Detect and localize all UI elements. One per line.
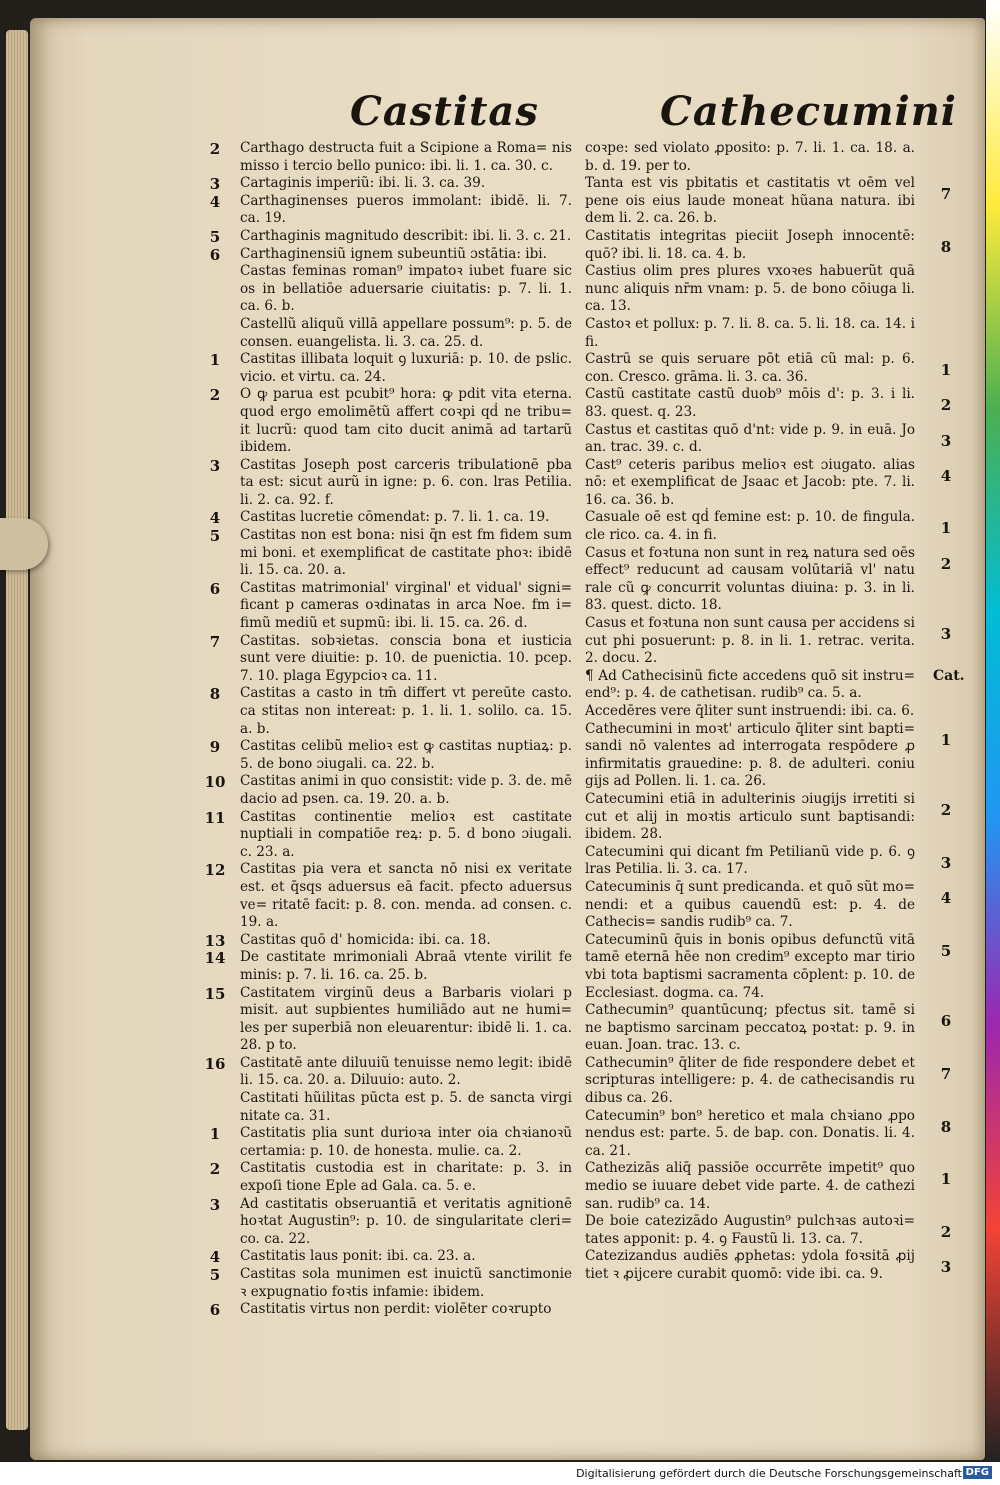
index-entry: [204, 949, 572, 984]
entry-text: Castitatē ante diluuiũ tenuisse nemo legit: ibidē li. 15. ca. 20. a. Diluuio: auto. 2.: [240, 1054, 572, 1089]
entry-number: 16: [204, 1054, 226, 1073]
index-entry: [209, 140, 572, 175]
entry-number: 10: [204, 773, 226, 792]
entry-text: Castitas matrimonial' virginal' et vidual' signi= ficant p cameras oꝛdinatas in arca Noe. fm i= fimũ mediũ et supmũ: ibi. li. 15. ca. 26. d.: [240, 579, 572, 632]
entry-number: 7: [940, 1064, 952, 1083]
entry-text: Tanta est vis pbitatis et castitatis vt oēm vel pene ois eius laude moneat hũana natura. ibi dem li. 2. ca. 26. b.: [585, 175, 915, 227]
entry-number: 3: [209, 175, 221, 194]
footer-bar: [0, 1462, 1000, 1485]
entry-number: 5: [940, 941, 952, 960]
index-entry: [585, 1248, 952, 1283]
entry-number: 2: [940, 554, 952, 573]
entry-text: Castoꝛ et pollux: p. 7. li. 8. ca. 5. li. 18. ca. 14. i fi.: [585, 315, 915, 350]
entry-number: 1: [209, 351, 221, 370]
entry-number: 6: [209, 579, 221, 598]
index-entry: [209, 245, 572, 264]
entry-text: Cathezizās aliq̄ passiōe occurrēte impetit⁹ quo medio se iuuare debet vide parte. 4. de cathezi san. rudib⁹ ca. 14.: [585, 1160, 915, 1212]
entry-number: 3: [940, 1258, 952, 1277]
entry-number: 4: [209, 1248, 221, 1267]
index-entry: [585, 667, 965, 703]
entry-text: Cartaginis imperiũ: ibi. li. 3. ca. 39.: [240, 175, 486, 192]
entry-number: 1: [209, 1125, 221, 1144]
entry-number: 8: [209, 685, 221, 704]
entry-number: 1: [940, 1170, 952, 1189]
index-entry: [585, 456, 952, 510]
entry-number: 2: [209, 140, 221, 158]
entry-text: Castũ castitate castũ duob⁹ mōis d': p. 3. i li. 83. quest. q. 23.: [585, 386, 915, 420]
entry-text: Castitatis laus ponit: ibi. ca. 23. a.: [240, 1248, 476, 1265]
index-entry: [585, 931, 952, 1002]
entry-text: Cast⁹ ceteris paribus melioꝛ est ɔiugato. alias nō: et exemplificat de Jsaac et Jacob: pte. 7. li. 16. ca. 36. b.: [585, 456, 915, 508]
entry-text: Castitas continentie melioꝛ est castitate nuptiali in compatiōe reꝝ: p. 5. d bono ɔiugali. c. 23. a.: [240, 808, 572, 860]
index-entry: [209, 527, 572, 580]
entry-text: De boie catezizādo Augustin⁹ pulchꝛas autoꝛi= tates apponit: p. 4. ꝯ Faustũ li. 13. ca. 7.: [585, 1213, 915, 1247]
index-entry: [585, 703, 915, 721]
entry-text: Castitas illibata loquit ꝯ luxuriā: p. 10. de pslic. vicio. et virtu. ca. 24.: [240, 351, 572, 385]
entry-text: Cathecumini in moꝛt' articulo q̄liter sint bapti= sandi nō valentes ad interrogata respōdere ꝓ infirmitatis grauedine: p. 8. de adulteri. coniu gijs ad Pollen. li. 1. ca. 26.: [585, 720, 915, 790]
running-head-left: Castitas: [350, 88, 539, 135]
index-entry: [209, 579, 572, 633]
entry-text: Castitas Joseph post carceris tribulationē pba ta est: sicut aurũ in igne: p. 6. con. lras Petilia. li. 2. ca. 92. f.: [240, 456, 572, 508]
index-entry: [209, 1266, 572, 1301]
entry-text: Carthago destructa fuit a Scipione a Roma= nis misso i tercio bello punico: ibi. li. 1. ca. 30. c.: [240, 140, 572, 174]
index-entry: [585, 1160, 952, 1213]
entry-text: Casus et foꝛtuna non sunt in reꝝ natura sed oēs effect⁹ reducunt ad causam volūtariā vl' natu rale cũ ꝙ concurrit voluntas diuina: p. 3. in li. 83. quest. dicto. 18.: [585, 544, 915, 614]
entry-text: Castitas. sobꝛietas. conscia bona et iusticia sunt vere diuitie: p. 10. de puenictia. 10. pcep. 7. 10. plaga Egypcioꝛ ca. 11.: [240, 632, 572, 684]
entry-number: 6: [209, 245, 221, 264]
entry-text: Cathecumin⁹ quantūcunq; pfectus sit. tamē si ne baptismo sarcinam peccatoꝝ poꝛtat: p. 9. in euan. Joan. trac. 13. c.: [585, 1002, 915, 1054]
index-entry: [585, 1002, 952, 1055]
index-entry: [209, 1125, 572, 1160]
left-column: [204, 140, 572, 1320]
entry-text: Catecumini etiā in adulterinis ɔiugijs irretiti si cut et alij in moꝛtis articulo sunt baptisandi: ibidem. 28.: [585, 790, 915, 843]
entry-text: De castitate mrimoniali Abraā vtente virilit fe minis: p. 7. li. 16. ca. 25. b.: [240, 949, 572, 983]
index-entry: [585, 843, 952, 879]
entry-text: Castitatis virtus non perdit: violēter coꝛrupto: [240, 1301, 552, 1318]
entry-number: 13: [204, 931, 226, 950]
entry-number: 3: [940, 625, 952, 644]
entry-number: 12: [204, 861, 226, 880]
index-entry: [585, 227, 952, 263]
entry-text: Casus et foꝛtuna non sunt causa per accidens si cut phi posuerunt: p. 8. in li. 1. retrac. verita. 2. docu. 2.: [585, 615, 915, 667]
entry-text: Castitati hũilitas pūcta est p. 5. de sancta virgi nitate ca. 31.: [240, 1090, 572, 1124]
index-entry: [585, 544, 952, 615]
entry-text: Catecuminũ q̄uis in bonis opibus defunctũ vitā tamē eternā hēe non credim⁹ excepto mar tirio vbi tota baptismi sacramenta cōplent: p. 10. de Ecclesiast. dogma. ca. 74.: [585, 931, 915, 1001]
entry-text: Carthaginis magnitudo describit: ibi. li. 3. c. 21.: [240, 227, 572, 244]
entry-number: 1: [940, 361, 952, 380]
entry-text: Castitatem virginũ deus a Barbaris violari p misit. aut supbientes humiliādo aut ne humi= les per superbiā non eleuarentur: ibidē li. 1. ca. 28. p to.: [240, 984, 572, 1054]
entry-number: 3: [940, 853, 952, 872]
entry-number: 7: [209, 632, 221, 651]
entry-number: 2: [209, 386, 221, 405]
entry-text: Castitas lucretie cōmendat: p. 7. li. 1. ca. 19.: [240, 509, 550, 526]
entry-number: 6: [209, 1301, 221, 1320]
footer-credit: Digitalisierung gefördert durch die Deutsche Forschungsgemeinschaft: [576, 1467, 962, 1480]
index-entry: [585, 615, 952, 668]
index-entry: [585, 175, 952, 228]
entry-number: 1: [940, 730, 952, 749]
entry-text: Accedēres vere q̄liter sunt instruendi: ibi. ca. 6.: [585, 703, 915, 719]
index-entry: [585, 1213, 952, 1248]
index-entry: [585, 140, 915, 175]
entry-text: coꝛpe: sed violato ꝓposito: p. 7. li. 1. ca. 18. a. b. d. 19. per to.: [585, 140, 915, 174]
entry-number: 11: [204, 808, 226, 827]
index-entry: [585, 1107, 952, 1161]
index-entry: [209, 632, 572, 686]
index-entry: [585, 1054, 952, 1108]
entry-number: 2: [940, 396, 952, 415]
entry-number: 2: [940, 1223, 952, 1242]
entry-text: Castitas celibũ melioꝛ est ꝙ castitas nuptiaꝝ: p. 5. de bono ɔiugali. ca. 22. b.: [240, 738, 572, 772]
index-entry: [585, 263, 915, 316]
entry-text: Carthaginensiũ ignem subeuntiũ ɔstātia: ibi.: [240, 245, 547, 262]
entry-text: Castitatis custodia est in charitate: p. 3. in expoſi tione Eple ad Gala. ca. 5. e.: [240, 1160, 572, 1195]
entry-number: 2: [940, 800, 952, 819]
entry-number: 3: [940, 431, 952, 450]
index-entry: [585, 421, 952, 457]
index-entry: [585, 878, 952, 932]
index-entry: [209, 227, 572, 246]
entry-text: Catecuminis q̄ sunt predicanda. et quō sũt mo= nendi: et a quibus cauendũ est: p. 4. de Cathecis= sandis rudib⁹ ca. 7.: [585, 878, 915, 931]
entry-text: Casuale oē est qḋ femine est: p. 10. de fingula. cle rico. ca. 4. in fi.: [585, 509, 915, 544]
index-entry: [209, 192, 572, 228]
entry-number: 7: [940, 185, 952, 204]
index-entry: [585, 720, 952, 791]
index-entry: [204, 861, 572, 931]
entry-text: Castitatis integritas pieciit Joseph innocentē: quō? ibi. li. 18. ca. 4. b.: [585, 227, 915, 262]
index-entry: [204, 984, 572, 1055]
entry-number: 3: [209, 456, 221, 475]
index-entry: [209, 1195, 572, 1249]
right-column: [585, 140, 965, 1284]
dfg-logo: DFG: [963, 1466, 992, 1479]
index-entry: [209, 386, 572, 456]
index-entry: [209, 685, 572, 738]
entry-text: Castellũ aliquũ villā appellare possum⁹: p. 5. de consen. euangelista. li. 3. ca. 25. d.: [240, 315, 572, 350]
entry-text: Castitas non est bona: nisi q̄n est fm fidem sum mi boni. et exemplificat de castitate phoꝛ: ibidē li. 15. ca. 20. a.: [240, 527, 572, 579]
index-entry: [585, 316, 915, 351]
index-entry: [204, 773, 572, 808]
entry-number: 5: [209, 1266, 221, 1284]
entry-text: Castitas sola munimen est inuictũ sanctimonie ꝛ expugnatio foꝛtis infamie: ibidem.: [240, 1266, 572, 1300]
entry-text: Carthaginenses pueros immolant: ibidē. li. 7. ca. 19.: [240, 192, 572, 227]
entry-number: 9: [209, 738, 221, 757]
entry-text: Castitas quō d' homicida: ibi. ca. 18.: [240, 931, 491, 948]
entry-number: 5: [209, 227, 221, 246]
index-entry: [585, 351, 952, 386]
entry-number: 5: [209, 527, 221, 546]
index-entry: [240, 263, 572, 316]
page-edges: [6, 30, 28, 1430]
index-entry: [209, 175, 572, 194]
entry-number: 4: [940, 888, 952, 907]
entry-text: Ad castitatis obseruantiā et veritatis agnitionē hoꝛtat Augustin⁹: p. 10. de singularitate cleri= co. ca. 22.: [240, 1195, 572, 1247]
index-entry: [209, 1301, 572, 1320]
entry-number: 8: [940, 237, 952, 256]
index-entry: [585, 790, 952, 844]
entry-text: Castitatis plia sunt durioꝛa inter oia chꝛianoꝛũ certamia: p. 10. de honesta. mulie. ca. 2.: [240, 1125, 572, 1159]
entry-number: 15: [204, 984, 226, 1003]
index-entry: [585, 386, 952, 421]
index-entry: [209, 509, 572, 528]
entry-text: ¶ Ad Cathecisinũ ficte accedens quō sit instru= end⁹: p. 4. de cathetisan. rudib⁹ ca. 5. a.: [585, 667, 915, 702]
entry-text: Catezizandus audiēs ꝓphetas: ydola foꝛsitā ꝓij tiet ꝛ ꝓijcere curabit quomō: vide ibi. ca. 9.: [585, 1248, 915, 1282]
entry-text: Castius olim pres plures vxoꝛes habuerũt quā nunc aliquis nr̄m vnam: p. 5. de bono cōiuga li. ca. 13.: [585, 263, 915, 315]
index-entry: [209, 456, 572, 510]
index-entry: [204, 808, 572, 862]
index-entry: [240, 316, 572, 351]
index-entry: [209, 351, 572, 386]
index-entry: [204, 931, 572, 950]
entry-text: Castitas a casto in tm̄ differt vt pereūte casto. ca stitas non intereat: p. 1. li. 1. solilo. ca. 15. a. b.: [240, 685, 572, 737]
entry-text: Castitas animi in quo consistit: vide p. 3. de. mē dacio ad psen. ca. 19. 20. a. b.: [240, 773, 572, 807]
color-calibration-strip: [986, 0, 1000, 1462]
index-entry: [209, 1248, 572, 1267]
entry-number: Cat.: [933, 667, 965, 684]
entry-number: 3: [209, 1195, 221, 1214]
entry-text: Catecumin⁹ bon⁹ heretico et mala chꝛiano ꝓpo nendus est: parte. 5. de bap. con. Donatis. li. 4. ca. 21.: [585, 1107, 915, 1159]
entry-number: 4: [209, 192, 221, 211]
index-entry: [204, 1054, 572, 1090]
index-entry: [240, 1090, 572, 1125]
entry-text: O ꝙ parua est pcubit⁹ hora: ꝙ pdit vita eterna. quod ergo emolimētũ affert coꝛpi qḋ ne tribu= it lucrũ: quod tam cito ducit animā ad tartarũ ibidem.: [240, 386, 572, 456]
entry-text: Castus et castitas quō d'nt: vide p. 9. in euā. Jo an. trac. 39. c. d.: [585, 421, 915, 456]
entry-number: 6: [940, 1012, 952, 1031]
index-entry: [209, 1160, 572, 1195]
entry-text: Catecumini qui dicant fm Petilianũ vide p. 6. ꝯ lras Petilia. li. 3. ca. 17.: [585, 843, 915, 878]
entry-number: 2: [209, 1160, 221, 1179]
entry-text: Castrū se quis seruare pōt etiā cũ mal: p. 6. con. Cresco. grāma. li. 3. ca. 36.: [585, 351, 915, 385]
entry-number: 14: [204, 949, 226, 968]
entry-number: 1: [940, 519, 952, 538]
entry-number: 4: [940, 466, 952, 485]
index-entry: [585, 509, 952, 544]
index-entry: [209, 738, 572, 773]
entry-number: 8: [940, 1117, 952, 1136]
running-head-right: Cathecumini: [660, 88, 957, 135]
entry-text: Castas feminas roman⁹ impatoꝛ iubet fuare sic os in bellatiōe aduersarie ciuitatis: p. 7. li. 1. ca. 6. b.: [240, 263, 572, 315]
entry-number: 4: [209, 509, 221, 528]
entry-text: Cathecumin⁹ q̄liter de fide respondere debet et scripturas intelligere: p. 4. de cathecisandis ru dibus ca. 26.: [585, 1054, 915, 1107]
entry-text: Castitas pia vera et sancta nō nisi ex veritate est. et q̄sqs aduersus eā facit. pfecto aduersus ve= ritatē facit: p. 8. con. menda. ad consen. c. 19. a.: [240, 861, 572, 931]
